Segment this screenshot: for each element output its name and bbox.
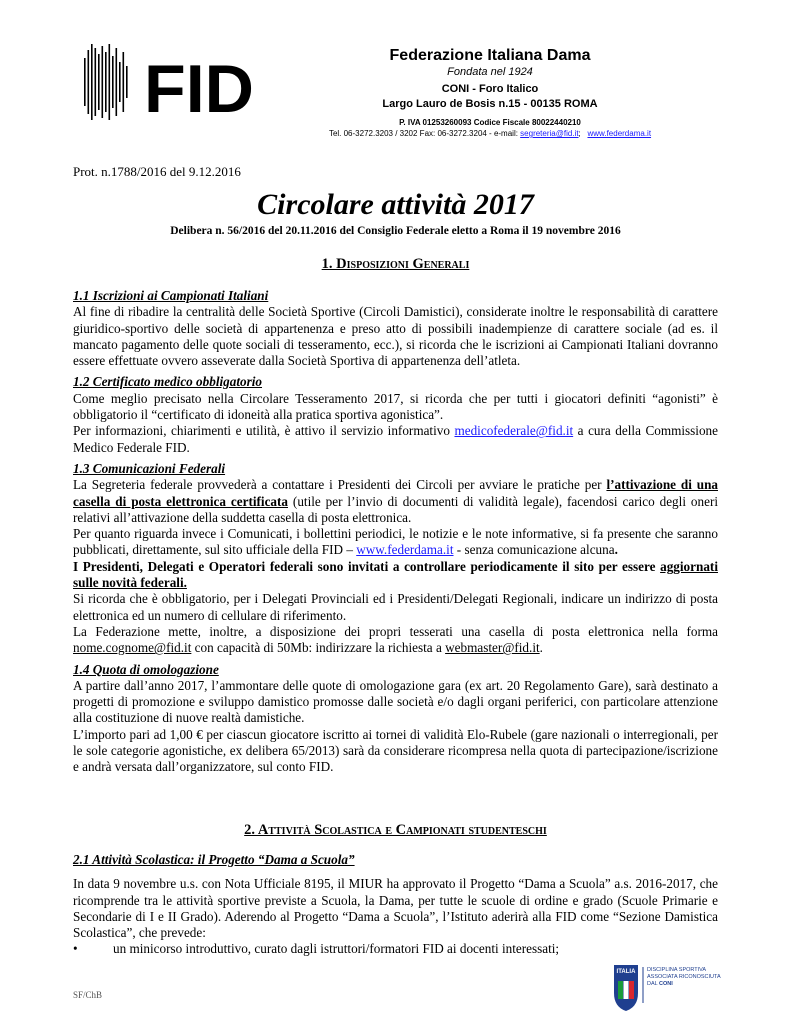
paragraph-1-1: Al fine di ribadire la centralità delle Società Sportive (Circoli Damistici), considerate inoltre le responsabilità di carattere giuridico-sportivo delle società di appartenenza e preso atto di possibili inadempienze di carattere sociale (ad es. il mancato pagamento delle quote sociali di tesseramento, ecc.), si ricorda che le iscrizioni ai Campionati Italiani dovranno essere effettuate ovvero asseverate dalla Società Sportiva di appartenenza dell’atleta. bbox=[73, 304, 718, 369]
heading-2-1: 2.1 Attività Scolastica: il Progetto “Dama a Scuola” bbox=[73, 852, 355, 867]
contacts-line bbox=[300, 128, 680, 139]
text-span: a cura della Commissione Medico Federale FID. bbox=[73, 423, 718, 455]
federdama-link[interactable]: www.federdama.it bbox=[356, 542, 454, 558]
name-email-example[interactable]: nome.cognome@fid.it bbox=[73, 640, 192, 656]
coni-word: CONI bbox=[659, 981, 673, 987]
paragraph-1-3e bbox=[73, 624, 718, 657]
text-span: . bbox=[539, 640, 543, 656]
text-span: - senza comunicazione alcuna bbox=[453, 542, 615, 558]
letterhead bbox=[300, 46, 680, 139]
paragraph-1-3d: Si ricorda che è obbligatorio, per i Delegati Provinciali ed i Presidenti/Delegati Regionali, indicare un indirizzo di posta elettronica ed un numero di cellulare di riferimento. bbox=[73, 591, 718, 623]
heading-1-3: 1.3 Comunicazioni Federali bbox=[73, 460, 226, 476]
text-span: con capacità di 50Mb: indirizzare la richiesta a bbox=[191, 640, 446, 656]
tax-ids: P. IVA 01253260093 Codice Fiscale 80022440210 bbox=[399, 118, 581, 127]
delibera-line: Delibera n. 56/2016 del 20.11.2016 del Consiglio Federale eletto a Roma il 19 novembre 2016 bbox=[170, 225, 621, 237]
text-span: La Segreteria federale provvederà a contattare i Presidenti dei Circoli per avviare le pratiche per bbox=[73, 477, 607, 493]
paragraph-1-3c bbox=[73, 559, 718, 592]
bullet-mark: • bbox=[73, 941, 78, 957]
fid-logo bbox=[84, 44, 256, 120]
founded-line: Fondata nel 1924 bbox=[447, 66, 533, 78]
medico-email-link[interactable]: medicofederale@fid.it bbox=[454, 423, 574, 439]
section-1-title: 1. Disposizioni Generali bbox=[321, 256, 470, 272]
text-span: . bbox=[614, 542, 618, 558]
heading-1-4: 1.4 Quota di omologazione bbox=[73, 661, 219, 677]
section-1-body bbox=[73, 288, 718, 776]
paragraph-1-4a: A partire dall’anno 2017, l’ammontare delle quote di omologazione gara (ex art. 20 Regolamento Gare), sarà destinato a progetti di promozione e sviluppo damistico promosse dalle società e/o dagli organi periferici, con particolare attenzione alla costituzione di nuove realtà damistiche. bbox=[73, 677, 718, 726]
org-name: Federazione Italiana Dama bbox=[389, 47, 591, 64]
section-2-body bbox=[73, 852, 718, 958]
bold-underlined-notice: aggiornati sulle novità federali. bbox=[73, 558, 718, 591]
italia-label: ITALIA bbox=[616, 969, 636, 975]
separator: ; bbox=[578, 129, 581, 138]
contacts-text: Tel. 06-3272.3203 / 3202 Fax: 06-3272.3204 - e-mail: bbox=[328, 129, 521, 138]
badge-line-1: DISCIPLINA SPORTIVA bbox=[647, 967, 707, 973]
paragraph-1-4b: L’importo pari ad 1,00 € per ciascun giocatore iscritto ai tornei di validità Elo-Rubele (gare nazionali o interregionali, per le sole categorie agonistiche, ex delibera 65/2013) sarà da considerare ricompresa nella quota di partecipazione/iscrizione e andrà versata dall’organizzatore, sul conto FID. bbox=[73, 726, 718, 775]
paragraph-1-3a bbox=[73, 477, 718, 526]
address-line-2: Largo Lauro de Bosis n.15 - 00135 ROMA bbox=[382, 98, 598, 110]
text-span: La Federazione mette, inoltre, a disposizione dei propri tesserati una casella di posta elettronica nella forma bbox=[73, 623, 718, 639]
protocol-number: Prot. n.1788/2016 del 9.12.2016 bbox=[73, 164, 241, 179]
webmaster-email-link[interactable]: webmaster@fid.it bbox=[445, 640, 540, 656]
pec-emphasis: l’attivazione di una casella di posta elettronica certificata bbox=[73, 477, 718, 509]
paragraph-1-2b bbox=[73, 423, 718, 456]
document-title: Circolare attività 2017 bbox=[257, 188, 534, 221]
paragraph-1-3b bbox=[73, 526, 718, 559]
bullet-text: un minicorso introduttivo, curato dagli istruttori/formatori FID ai docenti interessati; bbox=[113, 941, 560, 957]
text-span: Per quanto riguarda invece i Comunicati, i bollettini periodici, le notizie e le note informative, si fa presente che saranno pubblicati, direttamente, sul sito ufficiale della FID – bbox=[73, 526, 718, 558]
bold-notice: I Presidenti, Delegati e Operatori federali sono invitati a controllare periodicamente il sito per essere bbox=[73, 558, 661, 574]
heading-1-1: 1.1 Iscrizioni ai Campionati Italiani bbox=[73, 288, 269, 303]
paragraph-1-2a: Come meglio precisato nella Circolare Tesseramento 2017, si ricorda che per tutti i giocatori definiti “agonisti” è obbligatorio il “certificato di idoneità alla pratica sportiva agonistica”. bbox=[73, 390, 718, 423]
badge-line-3 bbox=[647, 981, 673, 987]
coni-recognition-badge bbox=[612, 963, 737, 1013]
address-line-1: CONI - Foro Italico bbox=[441, 83, 539, 95]
paragraph-2-1: In data 9 novembre u.s. con Nota Ufficiale 8195, il MIUR ha approvato il Progetto “Dama a Scuola” a.s. 2016-2017, che ricomprende tra le attività sportive previste a Scuola, la Dama, per tutte le scuole di ordine e grado (Scuole Primarie e Secondarie di I e II Grado). Aderendo al Progetto “Dama a Scuola”, l’Istituto aderirà alla FID come “Sezione Damistica Scolastica”, che prevede: bbox=[73, 876, 718, 941]
bullet-item-1 bbox=[73, 941, 718, 957]
footer-initials: SF/ChB bbox=[73, 990, 103, 1000]
text-span: (utile per l’invio di documenti di validità legale), facendosi carico degli oneri relativi all’attivazione della suddetta casella di posta elettronica. bbox=[73, 493, 718, 525]
email-link[interactable]: segreteria@fid.it bbox=[520, 129, 579, 138]
website-link[interactable]: www.federdama.it bbox=[587, 129, 652, 138]
badge-line-2: ASSOCIATA RICONOSCIUTA bbox=[647, 974, 721, 980]
text-span: Per informazioni, chiarimenti e utilità, è attivo il servizio informativo bbox=[73, 423, 455, 439]
logo-text: FID bbox=[144, 51, 254, 120]
badge-line-3-text: DAL bbox=[647, 981, 660, 987]
section-2-title: 2. Attività Scolastica e Campionati studenteschi bbox=[244, 822, 547, 838]
barcode-lines bbox=[84, 44, 128, 120]
heading-1-2: 1.2 Certificato medico obbligatorio bbox=[73, 374, 263, 390]
